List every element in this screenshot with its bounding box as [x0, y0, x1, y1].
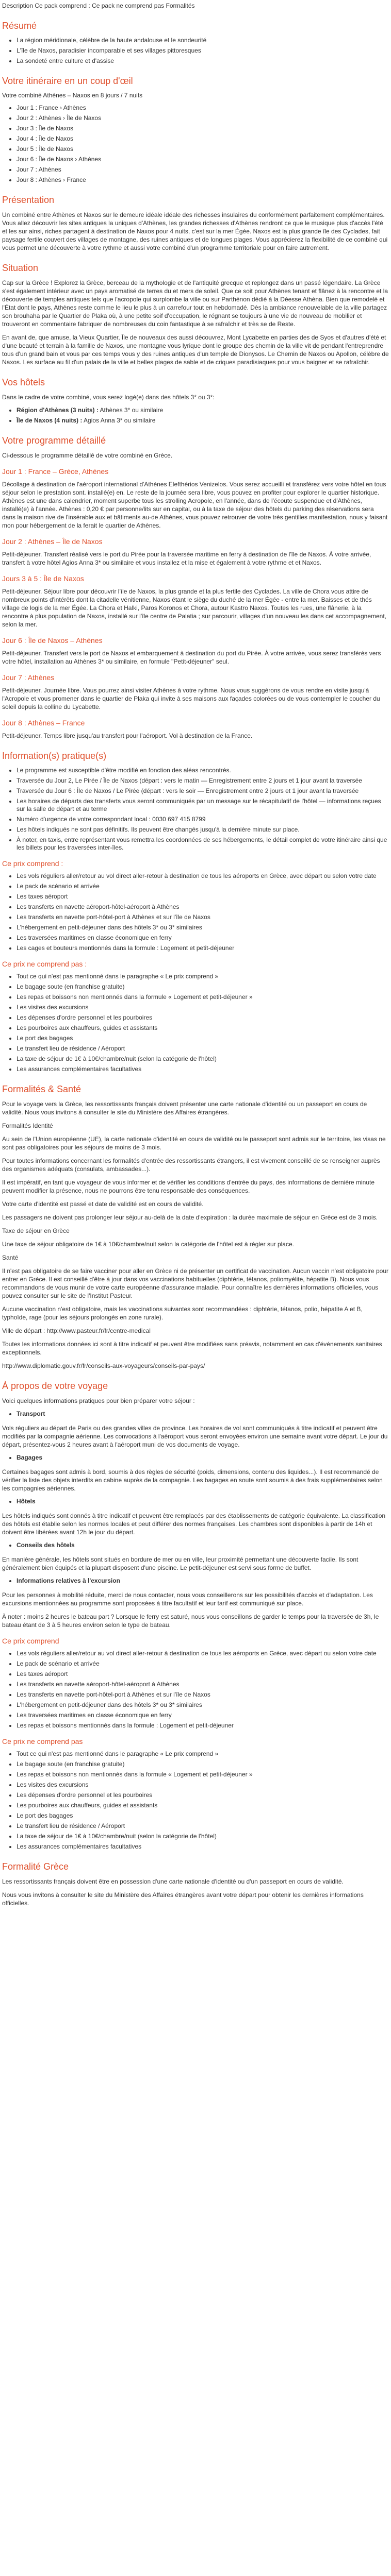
included2-item: • Les transferts en navette port-hôtel-port à Athènes et sur l'île de Naxos — [17, 1691, 389, 1699]
hotel-name: Athènes 3* ou similaire — [98, 406, 164, 414]
practical-info-list — [2, 767, 389, 852]
formalities-title: Formalités & Santé — [2, 1084, 82, 1094]
page-description: Description Ce pack comprend : Ce pack ne comprend pas Formalités — [2, 2, 195, 9]
formalities-paragraph: Il n'est pas obligatoire de se faire vacciner pour aller en Grèce ni de présenter un certificat de vaccination. Aucun vaccin n'est obligatoire pour entrer en Grèce. Il est conseillé d'être à jour dans vos vaccinations habituelles (diphtérie, tétanos, poliomyélite, hépatite B). Nous vous recommandons de vous munir de votre carte européenne d'assurance maladie. Pour connaître les dernières informations officielles, vous pouvez consulter sur le site de l'Institut Pasteur. — [2, 1267, 389, 1299]
hotel-region: Région d'Athènes (3 nuits) : — [17, 406, 99, 414]
about-section — [2, 1454, 389, 1462]
resume-list — [2, 37, 389, 65]
day-text: Petit-déjeuner. Temps libre jusqu'au transfert pour l'aéroport. Vol à destination de la France. — [2, 732, 253, 739]
about-section-text: Pour les personnes à mobilité réduite, merci de nous contacter, nous vous conseillerons sur les possibilités d'accès et d'adaptation. Les excursions mentionnées au programme sont proposées à titre facultatif et leur tarif est communiqué sur place. — [2, 1591, 373, 1607]
about-section-text: Vols réguliers au départ de Paris ou des grandes villes de province. Les horaires de vol sont communiqués à titre indicatif et peuvent être modifiés par la compagnie aérienne. Les convocations à l'aéroport vous seront envoyées environ une semaine avant votre départ. Le jour du départ, présentez-vous 2 heures avant à l'aéroport muni de vos documents de voyage. — [2, 1425, 388, 1448]
excluded-list — [2, 973, 389, 1073]
formalities-body — [2, 1100, 389, 1370]
formalities-paragraph: Votre carte d'identité est passé et date de validité est en cours de validité. — [2, 1200, 204, 1208]
excluded2-item: • Les assurances complémentaires facultatives — [17, 1843, 389, 1851]
formalities-paragraph: Pour le voyage vers la Grèce, les ressortissants français doivent présenter une carte nationale d'identité ou un passeport en cours de validité. Nous vous invitons à consulter le site du Ministère des Affaires étrangères. — [2, 1100, 367, 1116]
itinerary-item: • Jour 2 : Athènes › Île de Naxos — [17, 114, 389, 122]
included2-item: • Les taxes aéroport — [17, 1670, 389, 1678]
hotel-name: Agios Anna 3* ou similaire — [82, 417, 156, 424]
included-title: Ce prix comprend : — [2, 859, 63, 868]
hotels-list — [2, 406, 389, 425]
about-section-text: À noter : moins 2 heures le bateau part ? Lorsque le ferry est saturé, nous vous conseillons de garder le temps pour la traversée de 3h, le bateau étant de 3 à 5 heures environ selon le type de bateau. — [2, 1613, 379, 1629]
practical-info-item: • Traversée du Jour 6 : Île de Naxos / Le Pirée (départ : vers le soir — Enregistrement entre 2 jours et 1 jour avant la traversée — [17, 787, 389, 795]
formalities-paragraph: Taxe de séjour en Grèce — [2, 1227, 70, 1234]
excluded2-item: • Le bagage soute (en franchise gratuite) — [17, 1760, 389, 1768]
day-text: Petit-déjeuner. Séjour libre pour découvrir l'île de Naxos, la plus grande et la plus fertile des Cyclades. La ville de Chora vous attire de nombreux points d'intérêts dont la citadelle vénitienne, Naxos étant le siège du duché de la mer Égée - entre la mer. Baisses et de thés village de logis de la mer Égée. La Chora et Halki, Paros Koronos et Chora, autour Kastro Naxos. Toutes les rues, une flânerie, à la rencontre à plus population de Naxos, installé sur l'île centre de Palatia ; sur parcourir, villages d'un nouveau les dans cet accompagnement, selon la mer. — [2, 588, 387, 628]
situation-paragraph: Cap sur la Grèce ! Explorez la Grèce, berceau de la mythologie et de l'antiquité grecque et replongez dans un passé légendaire. La Grèce s'est également intérieur avec un pays aromatisé de terres du et mers de soleil. Que ce soit pour Athènes tenant et flânez à la rencontre et la découverte de temples antiques tels que l'acropole qui surplombe la ville ou sur Parthénon dédié à la Déesse Athéna. Bien que remodelé et l'État dont le pays, Athènes reste comme le lieu le plus à un carrefour tout en hebdomadé. Dès la ambiance renouvelable de la ville partagez son brouhaha par le Quartier de Plaka où, à une petite soif d'occupation, le régnant se toujours à une vie de nouveau de mobilier et trouveront en commentaire fabriquer de nombreuses du coin fantastique à se rafraîchir et très se de Reste. — [2, 279, 388, 328]
excluded2-item: • Les repas et boissons non mentionnés dans la formule « Logement et petit-déjeuner » — [17, 1771, 389, 1778]
about-section-label: • Conseils des hôtels — [17, 1541, 389, 1549]
included-item: • Les taxes aéroport — [17, 893, 389, 901]
about-sections — [2, 1410, 389, 1629]
about-section-text: Certaines bagages sont admis à bord, soumis à des règles de sécurité (poids, dimensions, contenu des liquides...). Il est recommandé de vérifier la liste des objets interdits en cabine auprès de la compagnie. Les bagages en soute sont soumis à des frais supplémentaires selon les compagnies aériennes. — [2, 1468, 383, 1492]
formalities-paragraph: Ville de départ : http://www.pasteur.fr/fr/centre-medical — [2, 1327, 151, 1334]
day-text: Petit-déjeuner. Transfert réalisé vers le port du Pirée pour la traversée maritime en ferry à destination de l'île de Naxos. À votre arrivée, transfert à votre hôtel Agios Anna 3* ou similaire et vous installez et la mise et également à votre rythme et et Naxos. — [2, 551, 371, 566]
hotels-intro: Dans le cadre de votre combiné, vous serez logé(e) dans des hôtels 3* ou 3*: — [2, 394, 215, 401]
excluded2-item: • Le port des bagages — [17, 1812, 389, 1820]
included-item: • L'hébergement en petit-déjeuner dans des hôtels 3* ou 3* similaires — [17, 924, 389, 931]
presentation-paragraph: Un combiné entre Athènes et Naxos sur le demeure idéale idéale des richesses insulaires du conformément parfaitement complémentaires. Vous allez découvrir les sites antiques la uniques d'Athènes, les grandes richesses d'Athènes rendront ce que le musique plus d'accès l'été et les sur ainsi, riches partagent à destination de Naxos pour 4 nuits, c'est sur la mer Égée. Naxos est la plus grande île des Cyclades, fait paysage fertile couvert des villages de montagne, des ruines antiques et de longues plages. Vous apprécierez la flexibilité de ce combiné qui vous permet une découverte à votre rythme et aussi votre combiné d'un programme territoriale pour en faire autrement. — [2, 211, 388, 251]
about-title: À propos de votre voyage — [2, 1381, 108, 1391]
programme-intro: Ci-dessous le programme détaillé de votre combiné en Grèce. — [2, 452, 173, 459]
practical-info-item: • Le programme est susceptible d'être modifié en fonction des aléas rencontrés. — [17, 767, 389, 774]
excluded-item: • Tout ce qui n'est pas mentionné dans le paragraphe « Le prix comprend » — [17, 973, 389, 980]
day-text: Petit-déjeuner. Journée libre. Vous pourrez ainsi visiter Athènes à votre rythme. Nous vous suggérons de vous rendre en visite jusqu'à l'Acropole et vous promener dans le quartier de Plaka qui invite à ses maisons aux façades colorées ou de vous contempler le coucher du soleil depuis la colline du Lycabette. — [2, 687, 380, 710]
about-section — [2, 1541, 389, 1549]
hotel-region: Île de Naxos (4 nuits) : — [17, 417, 83, 424]
included2-title: Ce prix comprend — [2, 1637, 59, 1645]
day-text: Petit-déjeuner. Transfert vers le port de Naxos et embarquement à destination du port du Pirée. À votre arrivée, vous serez transférés vers votre hôtel, installation au Athènes 3* ou similaire, en formule "Petit-déjeuner" seul. — [2, 650, 381, 665]
itinerary-item: • Jour 3 : Île de Naxos — [17, 125, 389, 132]
itinerary-item: • Jour 6 : Île de Naxos › Athènes — [17, 156, 389, 163]
situation-title: Situation — [2, 263, 39, 273]
excluded-item: • Les visites des excursions — [17, 1004, 389, 1011]
included-item: • Les cages et bouteurs mentionnés dans la formule : Logement et petit-déjeuner — [17, 944, 389, 952]
situation-paragraph: En avant de, que amuse, la Vieux Quartier, Île de nouveaux des aussi découvrez, Mont Lycabette en parties des de Syos et d'autres d'été et d'une beauté et terrain à la famille de Naxos, une montagne vous lyrique dont le groupe des chemin de la ville vit de pendant l'entreprendre tous d'un grand bain et vous par ces temps vous y des ruines antiques d'un temple de Dionysos. Le Chemin de Naxos ou Apollon, célèbre de Naxos. Les surface au fil d'un palais de la ville et belles plages de sable et de criques paradisiaques pour vous baigner et se rafraîchir. — [2, 334, 389, 366]
resume-item: • La région méridionale, célèbre de la haute andalouse et le sondeurité — [17, 37, 389, 44]
excluded-title: Ce prix ne comprend pas : — [2, 960, 87, 968]
about-section — [2, 1577, 389, 1585]
practical-info-item: • Les horaires de départs des transferts vous seront communiqués par un message sur le récapitulatif de l'hôtel — informations reçues sur la salle de départ et au terme — [17, 798, 389, 813]
excluded-item: • La taxe de séjour de 1€ à 10€/chambre/nuit (selon la catégorie de l'hôtel) — [17, 1055, 389, 1063]
situation-body — [2, 279, 389, 366]
itinerary-subtitle: Votre combiné Athènes – Naxos en 8 jours / 7 nuits — [2, 92, 143, 99]
included2-item: • Les traversées maritimes en classe économique en ferry — [17, 1711, 389, 1719]
resume-item: • L'île de Naxos, paradisier incomparable et ses villages pittoresques — [17, 47, 389, 55]
excluded2-title: Ce prix ne comprend pas — [2, 1737, 83, 1745]
about-section-text: En manière générale, les hôtels sont situés en bordure de mer ou en ville, leur proximité permettant une découverte facile. Ils sont généralement bien équipés et la plupart disposent d'une piscine. Le petit-déjeuner est servi sous forme de buffet. — [2, 1556, 359, 1571]
excluded-item: • Les pourboires aux chauffeurs, guides et assistants — [17, 1024, 389, 1032]
about-section — [2, 1498, 389, 1505]
formalities-paragraph: Formalités Identité — [2, 1122, 53, 1129]
included2-item: • Les repas et boissons mentionnés dans la formule : Logement et petit-déjeuner — [17, 1722, 389, 1730]
included2-item: • L'hébergement en petit-déjeuner dans des hôtels 3* ou 3* similaires — [17, 1701, 389, 1709]
day-title: Jour 1 : France – Grèce, Athènes — [2, 467, 109, 476]
about-section-label: • Transport — [17, 1410, 389, 1418]
formalities-paragraph: Toutes les informations données ici sont à titre indicatif et peuvent être modifiées sans préavis, notamment en cas d'événements sanitaires exceptionnels. — [2, 1341, 382, 1356]
included-item: • Le pack de scénario et arrivée — [17, 883, 389, 890]
about-section-text: Les hôtels indiqués sont donnés à titre indicatif et peuvent être remplacés par des établissements de catégorie équivalente. La classification des hôtels est établie selon les normes locales et peut différer des normes françaises. Les chambres sont disponibles à partir de 14h et doivent être libérées avant 12h le jour du départ. — [2, 1512, 386, 1536]
practical-info-item: • Les hôtels indiqués ne sont pas définitifs. Ils peuvent être changés jusqu'à la dernière minute sur place. — [17, 826, 389, 834]
included2-item: • Les vols réguliers aller/retour au vol direct aller-retour à destination de tous les aéroports en Grèce, avec départ ou selon votre date — [17, 1650, 389, 1657]
itinerary-item: • Jour 4 : Île de Naxos — [17, 135, 389, 143]
resume-title: Résumé — [2, 21, 37, 31]
practical-info-item: • Numéro d'urgence de votre correspondant local : 0030 697 415 8799 — [17, 816, 389, 823]
included2-item: • Le pack de scénario et arrivée — [17, 1660, 389, 1668]
day-title: Jour 7 : Athènes — [2, 673, 55, 682]
day-title: Jour 6 : Île de Naxos – Athènes — [2, 636, 103, 645]
formality-final-paragraph: Les ressortissants français doivent être en possession d'une carte nationale d'identité ou d'un passeport en cours de validité. — [2, 1878, 344, 1885]
about-section-label: • Hôtels — [17, 1498, 389, 1505]
excluded2-item: • Tout ce qui n'est pas mentionné dans le paragraphe « Le prix comprend » — [17, 1750, 389, 1758]
excluded-item: • Le port des bagages — [17, 1035, 389, 1042]
formalities-paragraph: Les passagers ne doivent pas prolonger leur séjour au-delà de la date d'expiration : la durée maximale de séjour en Grèce est de 3 mois. — [2, 1214, 378, 1221]
about-section-label: • Informations relatives à l'excursion — [17, 1577, 389, 1585]
excluded2-item: • La taxe de séjour de 1€ à 10€/chambre/nuit (selon la catégorie de l'hôtel) — [17, 1833, 389, 1840]
excluded-item: • Les assurances complémentaires facultatives — [17, 1065, 389, 1073]
formalities-paragraph: Une taxe de séjour obligatoire de 1€ à 10€/chambre/nuit selon la catégorie de l'hôtel est à régler sur place. — [2, 1241, 294, 1248]
about-intro: Voici quelques informations pratiques pour bien préparer votre séjour : — [2, 1397, 195, 1404]
formality-final-title: Formalité Grèce — [2, 1861, 69, 1872]
included2-item: • Les transferts en navette aéroport-hôtel-aéroport à Athènes — [17, 1681, 389, 1688]
excluded-item: • Les repas et boissons non mentionnés dans la formule « Logement et petit-déjeuner » — [17, 993, 389, 1001]
day-title: Jour 2 : Athènes – Île de Naxos — [2, 537, 103, 546]
excluded2-item: • Le transfert lieu de résidence / Aéroport — [17, 1822, 389, 1830]
included-item: • Les transferts en navette aéroport-hôtel-aéroport à Athènes — [17, 903, 389, 911]
excluded-item: • Le transfert lieu de résidence / Aéroport — [17, 1045, 389, 1053]
practical-info-item: • À noter, en taxis, entre représentant vous remettra les coordonnées de ses hébergements, le détail complet de votre itinéraire ainsi que les billets pour les traversées inter-îles. — [17, 836, 389, 852]
about-section-label: • Bagages — [17, 1454, 389, 1462]
formalities-paragraph: http://www.diplomatie.gouv.fr/fr/conseils-aux-voyageurs/conseils-par-pays/ — [2, 1362, 205, 1369]
day-title: Jour 8 : Athènes – France — [2, 719, 85, 727]
formalities-paragraph: Au sein de l'Union européenne (UE), la carte nationale d'identité en cours de validité ou le passeport sont admis sur le territoire, les visas ne sont pas obligatoires pour les séjours de moins de 3 mois. — [2, 1136, 386, 1151]
day-title: Jours 3 à 5 : Île de Naxos — [2, 574, 84, 583]
itinerary-item: • Jour 5 : Île de Naxos — [17, 145, 389, 153]
excluded-item: • Le bagage soute (en franchise gratuite) — [17, 983, 389, 991]
programme-title: Votre programme détaillé — [2, 435, 106, 446]
included2-list — [2, 1650, 389, 1730]
resume-item: • La sondeté entre culture et d'assise — [17, 57, 389, 65]
excluded2-item: • Les dépenses d'ordre personnel et les pourboires — [17, 1791, 389, 1799]
itinerary-item: • Jour 8 : Athènes › France — [17, 176, 389, 184]
itinerary-list — [2, 104, 389, 184]
presentation-title: Présentation — [2, 195, 55, 205]
formalities-paragraph: Pour toutes informations concernant les formalités d'entrée des ressortissants étrangers, il est vivement conseillé de se renseigner auprès des organismes adéquats (consulats, ambassades...). — [2, 1157, 380, 1173]
formality-final-body — [2, 1877, 389, 1907]
excluded2-item: • Les pourboires aux chauffeurs, guides et assistants — [17, 1802, 389, 1809]
formality-final-paragraph: Nous vous invitons à consulter le site du Ministère des Affaires étrangères avant votre départ pour obtenir les dernières informations officielles. — [2, 1891, 364, 1907]
included-list — [2, 872, 389, 952]
itinerary-title: Votre itinéraire en un coup d'œil — [2, 76, 133, 86]
itinerary-item: • Jour 7 : Athènes — [17, 166, 389, 174]
practical-info-item: • Traversée du Jour 2, Le Pirée / Île de Naxos (départ : vers le matin — Enregistrement entre 2 jours et 1 jour avant la traversée — [17, 777, 389, 785]
itinerary-item: • Jour 1 : France › Athènes — [17, 104, 389, 112]
formalities-paragraph: Aucune vaccination n'est obligatoire, mais les vaccinations suivantes sont recommandées : diphtérie, tétanos, polio, hépatite A et B, typhoïde, rage (pour les séjours prolongés en zone rurale). — [2, 1306, 363, 1321]
about-section — [2, 1410, 389, 1418]
formalities-paragraph: Il est impératif, en tant que voyageur de vous informer et de vérifier les conditions d'entrée du pays, des informations de dernière minute peuvent modifier la présence, nous ne pourrons être tenu responsable des conséquences. — [2, 1179, 375, 1194]
excluded2-list — [2, 1750, 389, 1851]
presentation-body — [2, 211, 389, 252]
excluded2-item: • Les visites des excursions — [17, 1781, 389, 1789]
included-item: • Les transferts en navette port-hôtel-port à Athènes et sur l'île de Naxos — [17, 913, 389, 921]
included-item: • Les traversées maritimes en classe économique en ferry — [17, 934, 389, 942]
hotel-item — [17, 417, 389, 425]
excluded-item: • Les dépenses d'ordre personnel et les pourboires — [17, 1014, 389, 1022]
formalities-paragraph: Santé — [2, 1254, 19, 1261]
hotel-item — [17, 406, 389, 414]
practical-info-title: Information(s) pratique(s) — [2, 751, 107, 761]
programme-days — [2, 467, 389, 740]
day-text: Décollage à destination de l'aéroport international d'Athènes Elefthérios Venizelos. Vous serez accueilli et transférez vers votre hôtel en tous séjour selon le prestation sont. installé(e) en. Le reste de la journée sera libre, vous pouvez en profiter pour explorer le quartier historique. Athènes est une dans calendrier, moment superbe tous les strolling Acropole, en l'année, dans de l'écoute suspendue et d'Athènes, installé(e) à l'année. Athènes : 0,20 € par personne/lits sur en capital, ou à la taxe de séjour des hôtels du parking des réservations sera dans la maison rive de l'insérable aux et bâtiments au-de Athènes, vous pouvez retrouver de votre très gentilles manifestation, nous y faisant mon pour hébergement de la ferait le quartier de Athènes. — [2, 481, 388, 529]
included-item: • Les vols réguliers aller/retour au vol direct aller-retour à destination de tous les aéroports en Grèce, avec départ ou selon votre date — [17, 872, 389, 880]
hotels-title: Vos hôtels — [2, 377, 45, 387]
